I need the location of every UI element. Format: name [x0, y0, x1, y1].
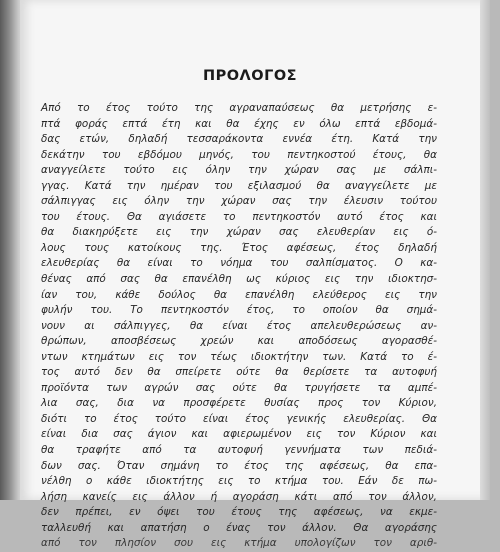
- text-line: δεκάτην του εβδόμου μηνός, του πεντηκοστού έτους, θα: [41, 148, 437, 161]
- text-line: ταλλευθή και απατήση ο ένας τον άλλον. Θα αγοράσης: [41, 521, 437, 534]
- text-line: του έτους. Θα αγιάσετε το πεντηκοστόν αυτό έτος και: [41, 210, 437, 223]
- text-line: γγας. Κατά την ημέραν του εξιλασμού θα αναγγείλετε με: [41, 179, 437, 192]
- text-line: είναι δια σας άγιον και αφιερωμένον εις τον Κύριον και: [41, 428, 437, 441]
- text-line: νέλθη ο κάθε ιδιοκτήτης εις το κτήμα του. Εάν δε πω-: [41, 475, 437, 488]
- text-line: λήση κανείς εις άλλον ή αγοράση κάτι από τον άλλον,: [41, 490, 437, 503]
- text-line: προϊόντα των αγρών σας ούτε θα τρυγήσετε τα αμπέ-: [41, 381, 437, 394]
- text-line: διότι το έτος τούτο είναι έτος γενικής ελευθερίας. Θα: [41, 412, 437, 425]
- text-line: δας ετών, δηλαδή τεσσαράκοντα εννέα έτη. Κατά την: [41, 133, 437, 146]
- text-line: λια σας, δια να προσφέρετε θυσίας προς τον Κύριον,: [41, 397, 437, 410]
- text-line: λους τους κατοίκους της. Έτος αφέσεως, έτος δηλαδή: [41, 241, 437, 254]
- text-line: θα διακηρύξετε εις την χώραν σας ελευθερίαν εις ό-: [41, 226, 437, 239]
- text-line: δων σας. Όταν σημάνη το έτος της αφέσεως, θα επα-: [41, 459, 437, 472]
- text-line-partial: από τον πλησίον σου εις κτήμα υπολογίζων τον αριθ-: [41, 537, 437, 550]
- text-line: ίαν του, κάθε δούλος θα επανέλθη ελεύθερος εις την: [41, 288, 437, 301]
- text-line: δεν πρέπει, εν όψει του έτους της αφέσεως, να εκμε-: [41, 506, 437, 519]
- text-line: αναγγείλετε τούτο εις όλην την χώραν σας με σάλπι-: [41, 164, 437, 177]
- text-line: τος αυτό δεν θα σπείρετε ούτε θα θερίσετε τα αυτοφυή: [41, 366, 437, 379]
- text-line: θρώπων, αποσβέσεως χρεών και αποδόσεως αγορασθέ-: [41, 335, 437, 348]
- text-line: σάλπιγγας εις όλην την χώραν σας την έλευσιν τούτου: [41, 195, 437, 208]
- text-line: Από το έτος τούτο της αγραναπαύσεως θα μετρήσης ε-: [41, 102, 437, 114]
- text-line: πτά φοράς επτά έτη και θα έχης εν όλω επτά εβδομά-: [41, 117, 437, 130]
- text-line: νουν αι σάλπιγγες, θα είναι έτος απελευθερώσεως αν-: [41, 319, 437, 332]
- text-line: ελευθερίας θα είναι το νόημα του σαλπίσματος. Ο κα-: [41, 257, 437, 270]
- body-text: [41, 101, 437, 552]
- page-title: ΠΡΟΛΟΓΟΣ: [202, 68, 298, 84]
- text-line: ντων κτημάτων εις τον τέως ιδιοκτήτην των. Κατά το έ-: [41, 350, 437, 363]
- text-line: θα τραφήτε από τα αυτοφυή γεννήματα των πεδιά-: [41, 444, 437, 457]
- text-line: θένας από σας θα επανέλθη ως κύριος εις την ιδιοκτησ-: [41, 273, 437, 286]
- text-line: φυλήν του. Το πεντηκοστόν έτος, το οποίον θα σημά-: [41, 304, 437, 317]
